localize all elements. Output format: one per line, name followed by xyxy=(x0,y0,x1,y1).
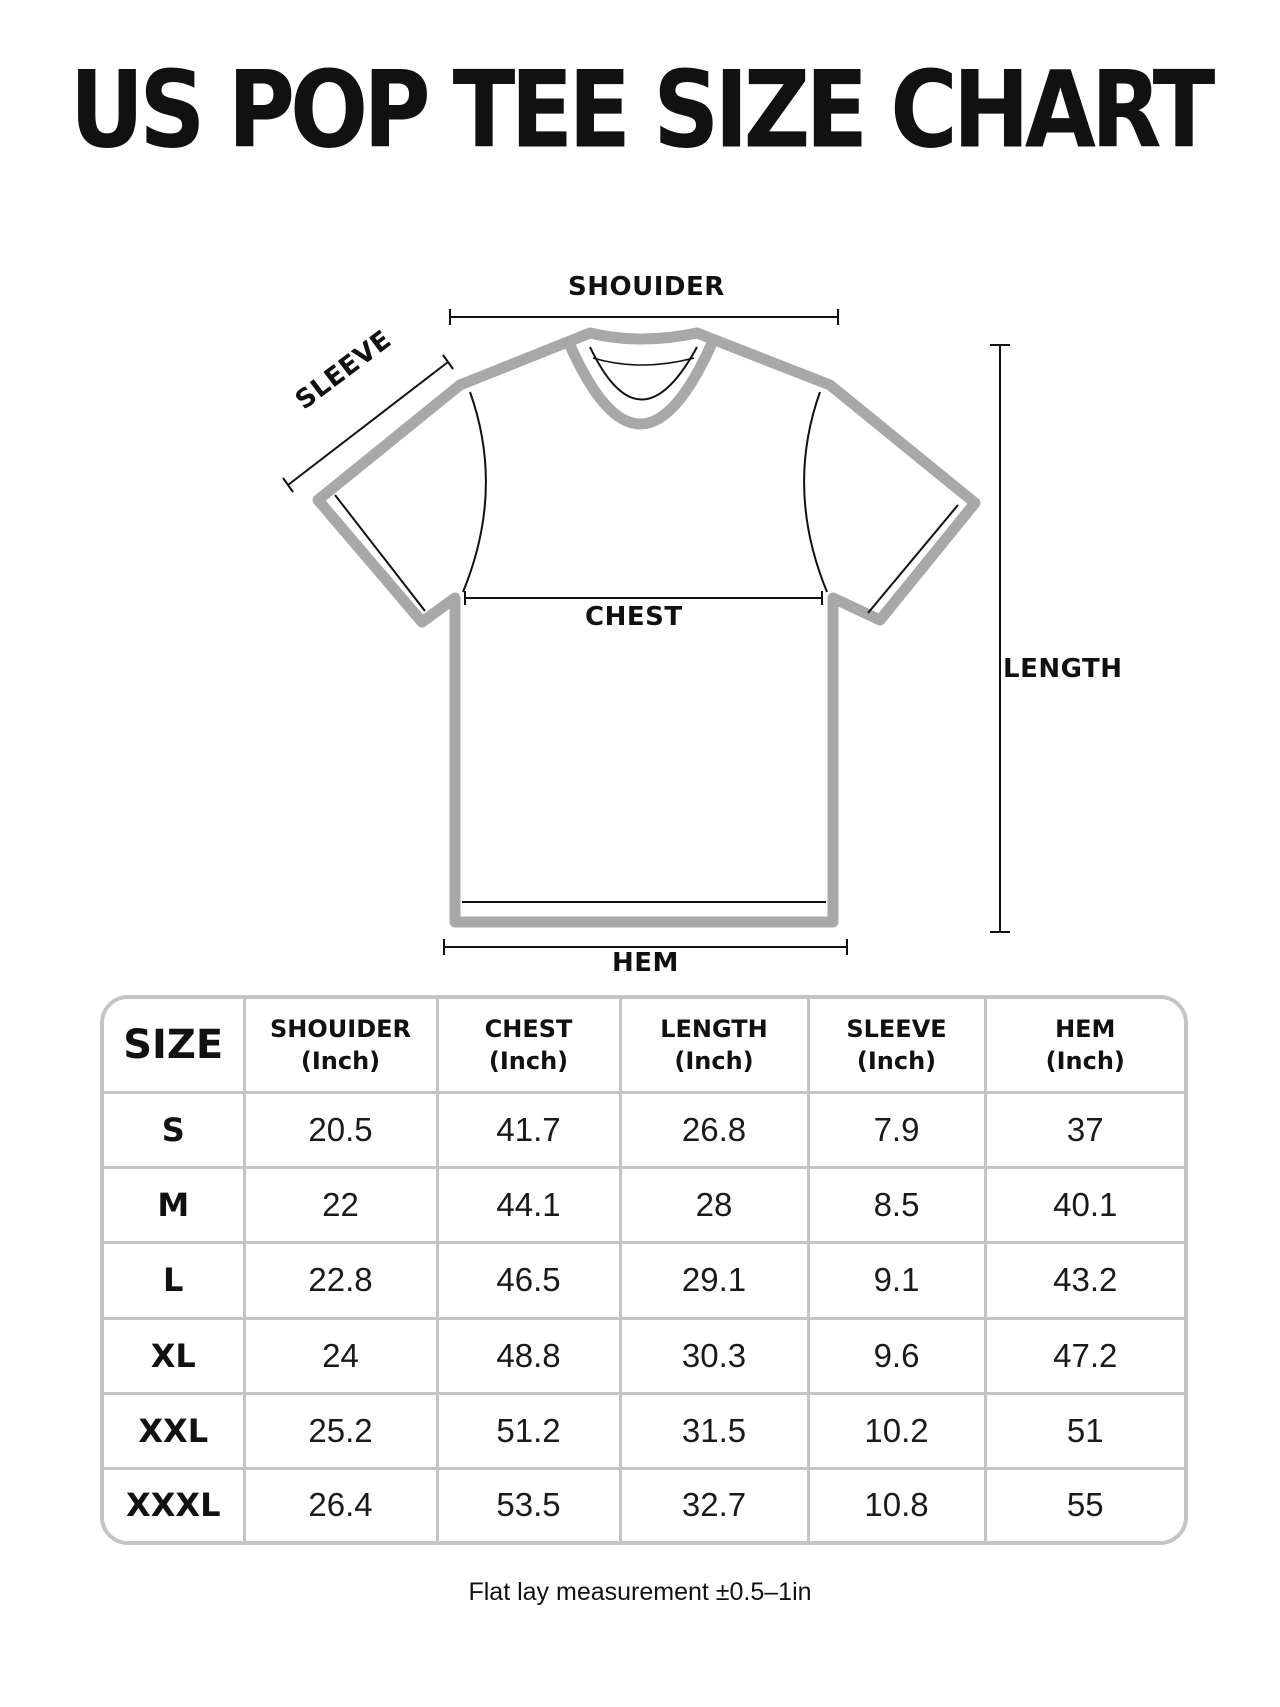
size-cell: XXL xyxy=(104,1393,244,1468)
chest-cell: 41.7 xyxy=(437,1093,620,1168)
shoulder-cell: 24 xyxy=(244,1318,437,1393)
size-cell: S xyxy=(104,1093,244,1168)
length-cell: 29.1 xyxy=(620,1243,808,1318)
table-row xyxy=(104,1168,1184,1243)
table-row xyxy=(104,1318,1184,1393)
length-cell: 31.5 xyxy=(620,1393,808,1468)
hem-label: HEM xyxy=(612,948,679,978)
measurement-footnote: Flat lay measurement ±0.5–1in xyxy=(468,1578,812,1606)
chest-label: CHEST xyxy=(585,602,683,632)
sleeve-cell: 9.6 xyxy=(808,1318,985,1393)
table-row xyxy=(104,1093,1184,1168)
shoulder-column-header: SHOUIDER (Inch) xyxy=(244,999,437,1093)
size-cell: XL xyxy=(104,1318,244,1393)
hem-cell: 40.1 xyxy=(985,1168,1184,1243)
shoulder-cell: 22.8 xyxy=(244,1243,437,1318)
sleeve-column-header: SLEEVE (Inch) xyxy=(808,999,985,1093)
length-column-header: LENGTH (Inch) xyxy=(620,999,808,1093)
hem-cell: 43.2 xyxy=(985,1243,1184,1318)
hem-column-header: HEM (Inch) xyxy=(985,999,1184,1093)
table-row xyxy=(104,1393,1184,1468)
chest-cell: 53.5 xyxy=(437,1468,620,1541)
sleeve-cell: 10.8 xyxy=(808,1468,985,1541)
chest-cell: 51.2 xyxy=(437,1393,620,1468)
shoulder-cell: 22 xyxy=(244,1168,437,1243)
size-table-container xyxy=(100,995,1188,1545)
sleeve-cell: 10.2 xyxy=(808,1393,985,1468)
shoulder-label: SHOUIDER xyxy=(568,272,725,302)
chest-cell: 46.5 xyxy=(437,1243,620,1318)
chest-column-header: CHEST (Inch) xyxy=(437,999,620,1093)
size-cell: L xyxy=(104,1243,244,1318)
hem-cell: 37 xyxy=(985,1093,1184,1168)
size-column-header: SIZE xyxy=(104,999,244,1093)
page-title: US POP TEE SIZE CHART xyxy=(69,48,1211,172)
sleeve-cell: 9.1 xyxy=(808,1243,985,1318)
length-cell: 28 xyxy=(620,1168,808,1243)
table-header-row xyxy=(104,999,1184,1093)
hem-cell: 55 xyxy=(985,1468,1184,1541)
length-cell: 30.3 xyxy=(620,1318,808,1393)
size-cell: XXXL xyxy=(104,1468,244,1541)
table-row xyxy=(104,1468,1184,1541)
shoulder-cell: 20.5 xyxy=(244,1093,437,1168)
hem-cell: 51 xyxy=(985,1393,1184,1468)
length-cell: 32.7 xyxy=(620,1468,808,1541)
hem-cell: 47.2 xyxy=(985,1318,1184,1393)
size-table xyxy=(104,999,1184,1541)
shoulder-cell: 26.4 xyxy=(244,1468,437,1541)
length-cell: 26.8 xyxy=(620,1093,808,1168)
length-label: LENGTH xyxy=(1003,654,1123,684)
table-row xyxy=(104,1243,1184,1318)
shoulder-cell: 25.2 xyxy=(244,1393,437,1468)
size-cell: M xyxy=(104,1168,244,1243)
sleeve-cell: 8.5 xyxy=(808,1168,985,1243)
chest-cell: 48.8 xyxy=(437,1318,620,1393)
chest-cell: 44.1 xyxy=(437,1168,620,1243)
sleeve-cell: 7.9 xyxy=(808,1093,985,1168)
sleeve-label: SLEEVE xyxy=(290,324,398,416)
